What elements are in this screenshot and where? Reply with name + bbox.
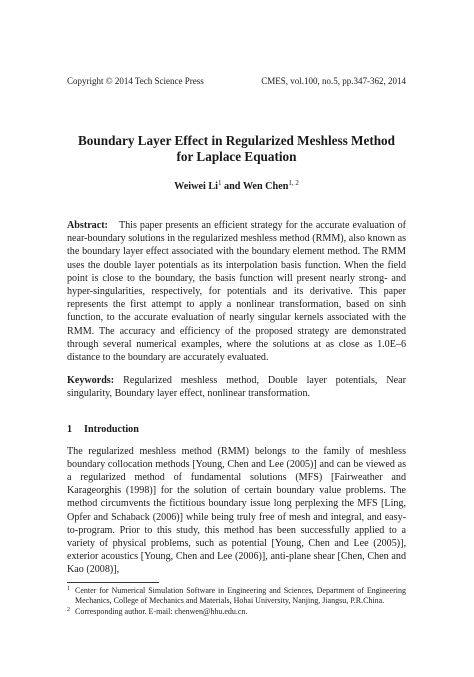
introduction-paragraph: The regularized meshless method (RMM) belongs to the family of meshless boundary collocation methods [Young, Chen and Lee (2005)] and can be viewed as a regularized method of fundamental solutions (MFS) [Fairweather and Karageorghis (1998)] for the solution of certain boundary value problems. The method circumvents the fictitious boundary issue long perplexing the MFS [Ling, Opfer and Schaback (2006)] while being truly free of mesh and integral, and easy-to-program. Prior to this study, this method has been successfully applied to a variety of physical problems, such as potential [Young, Chen and Lee (2005)], exterior acoustics [Young, Chen and Lee (2006)], anti-plane shear [Chen, Chen and Kao (2008)], bbox=[67, 445, 406, 576]
footnote-affiliation bbox=[67, 586, 406, 606]
abstract-text: This paper presents an efficient strategy for the accurate evaluation of near-boundary solutions in the regularized meshless method (RMM), also known as the boundary layer effect associated with the boundary element method. The RMM uses the double layer potentials as its interpolation basis function. When the field point is close to the boundary, the basis function will present nearly strong- and hyper-singularities, respectively, for potentials and its derivative. This paper represents the first attempt to apply a nonlinear transformation, based on sinh function, to the accurate evaluation of nearly singular kernels associated with the RMM. The accuracy and efficiency of the proposed strategy are demonstrated through several numerical examples, where the solutions at as close as 1.0E–6 distance to the boundary are accurately evaluated. bbox=[67, 220, 406, 364]
author-chen: Wen Chen bbox=[242, 181, 289, 192]
keywords bbox=[67, 374, 406, 400]
keywords-text: Regularized meshless method, Double layer potentials, Near singularity, Boundary layer effect, nonlinear transformation. bbox=[67, 375, 406, 400]
section-title: Introduction bbox=[84, 423, 139, 435]
footnotes bbox=[67, 586, 406, 618]
title-line-2: for Laplace Equation bbox=[176, 149, 297, 164]
abstract-label: Abstract: bbox=[67, 220, 108, 231]
footnote-divider bbox=[67, 582, 159, 583]
footnote-text: Center for Numerical Simulation Software in Engineering and Sciences, Department of Engineering Mechanics, College of Mechanics and Materials, Hohai University, Nanjing, Jiangsu, P.R.China. bbox=[75, 585, 406, 605]
author-list bbox=[67, 180, 406, 193]
author-li: Weiwei Li bbox=[174, 181, 218, 192]
section-number: 1 bbox=[67, 423, 73, 435]
footnote-mark: 2 bbox=[67, 607, 70, 614]
title-line-1: Boundary Layer Effect in Regularized Meshless Method bbox=[78, 133, 395, 148]
section-heading-introduction bbox=[67, 423, 406, 436]
author-li-affiliation-mark: 1 bbox=[217, 179, 222, 187]
author-connector: and bbox=[221, 181, 243, 192]
abstract bbox=[67, 219, 406, 364]
author-chen-affiliation-mark: 1, 2 bbox=[288, 179, 299, 187]
running-head bbox=[67, 76, 406, 87]
footnote-corresponding-author bbox=[67, 607, 406, 617]
footnote-mark: 1 bbox=[67, 585, 70, 592]
copyright-line: Copyright © 2014 Tech Science Press bbox=[67, 76, 204, 86]
keywords-label: Keywords: bbox=[67, 375, 115, 387]
journal-citation: CMES, vol.100, no.5, pp.347-362, 2014 bbox=[261, 76, 406, 86]
footnote-text: Corresponding author. E-mail: chenwen@hhu.edu.cn. bbox=[75, 607, 248, 617]
paper-title bbox=[67, 133, 406, 165]
